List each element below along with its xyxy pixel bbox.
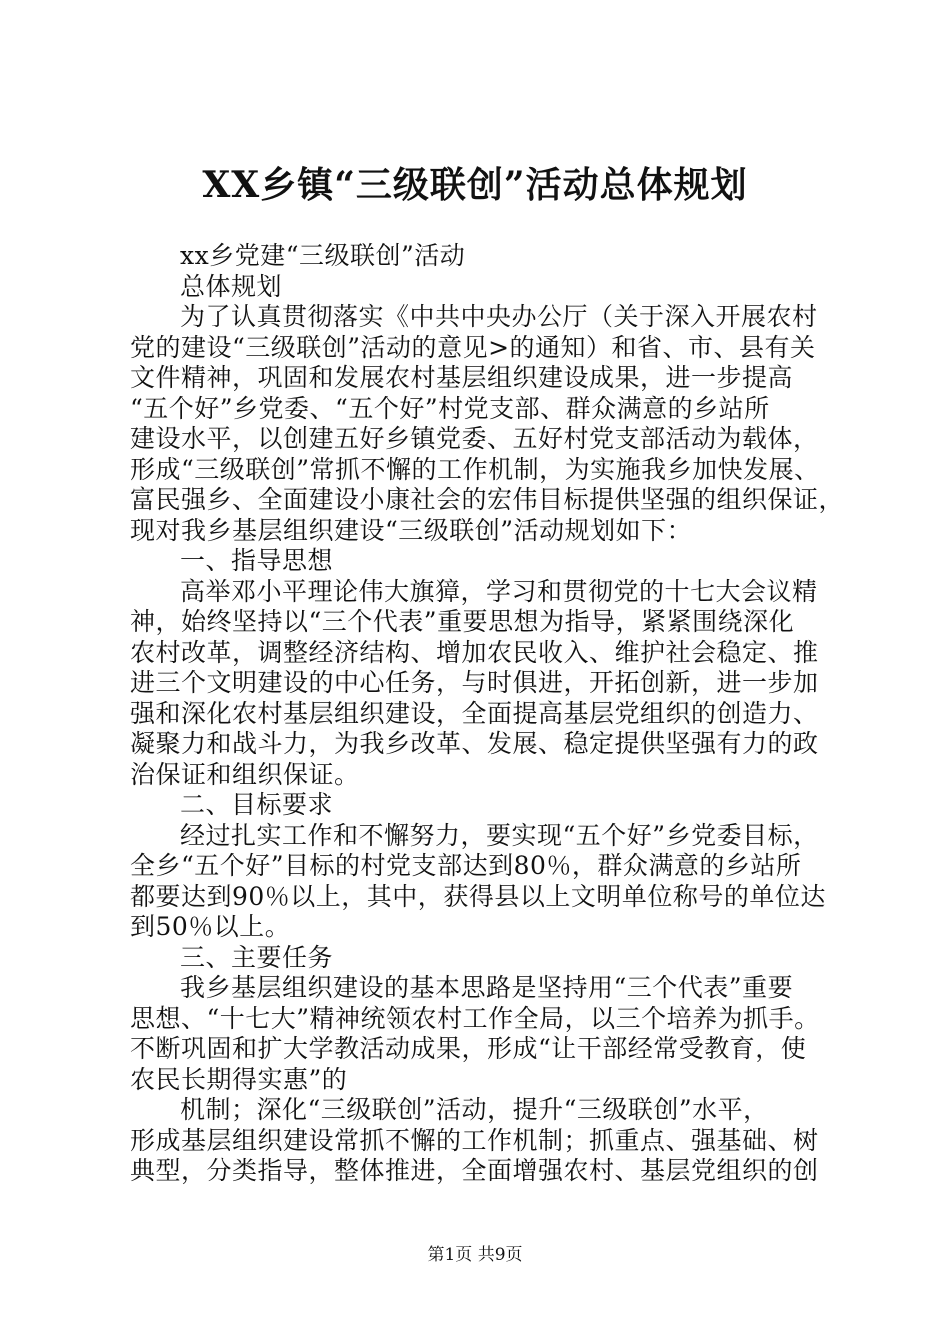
text-line: 到50％以上。: [130, 912, 291, 941]
text-line: 思想、“十七大”精神统领农村工作全局，以三个培养为抓手。: [130, 1003, 820, 1033]
text-line: 三、主要任务: [180, 942, 334, 972]
text-line: 全乡“五个好”目标的村党支部达到80％，群众满意的乡站所: [130, 851, 802, 880]
text-line: 机制；深化“三级联创”活动，提升“三级联创”水平，: [180, 1095, 769, 1124]
text-line: 典型，分类指导，整体推进，全面增强农村、基层党组织的创: [130, 1156, 819, 1185]
text-line: 总体规划: [180, 271, 283, 301]
page-footer: 第1页 共9页: [427, 1245, 523, 1265]
text-line: 为了认真贯彻落实《中共中央办公厅（关于深入开展农村: [180, 302, 818, 331]
text-line: 文件精神，巩固和发展农村基层组织建设成果，进一步提高: [130, 363, 794, 392]
text-line: 建设水平，以创建五好乡镇党委、五好村党支部活动为载体，: [130, 424, 819, 453]
text-line: xx乡党建“三级联创”活动: [180, 241, 466, 270]
text-line: 凝聚力和战斗力，为我乡改革、发展、稳定提供坚强有力的政: [130, 729, 819, 758]
text-line: 都要达到90％以上，其中，获得县以上文明单位称号的单位达: [130, 881, 826, 911]
text-line: 二、目标要求: [180, 790, 334, 819]
text-line: 神，始终坚持以“三个代表”重要思想为指导，紧紧围绕深化: [130, 607, 795, 636]
text-line: 现对我乡基层组织建设“三级联创”活动规划如下：: [130, 515, 693, 545]
text-line: “五个好”乡党委、“五个好”村党支部、群众满意的乡站所: [130, 393, 770, 423]
text-line: 强和深化农村基层组织建设，全面提高基层党组织的创造力、: [130, 698, 819, 728]
text-line: 治保证和组织保证。: [130, 759, 360, 789]
text-line: 进三个文明建设的中心任务，与时俱进，开拓创新，进一步加: [130, 668, 819, 697]
text-line: 一、指导思想: [180, 546, 334, 575]
text-line: 形成基层组织建设常抓不懈的工作机制；抓重点、强基础、树: [130, 1125, 819, 1155]
text-line: 党的建设“三级联创”活动的意见>的通知）和省、市、县有关: [130, 332, 816, 362]
text-line: 经过扎实工作和不懈努力，要实现“五个好”乡党委目标，: [180, 820, 819, 850]
text-line: 形成“三级联创”常抓不懈的工作机制，为实施我乡加快发展、: [130, 454, 820, 484]
text-line: 我乡基层组织建设的基本思路是坚持用“三个代表”重要: [180, 973, 794, 1002]
text-line: 高举邓小平理论伟大旗獐，学习和贯彻党的十七大会议精: [180, 576, 818, 606]
text-line: 富民强乡、全面建设小康社会的宏伟目标提供坚强的组织保证，: [130, 485, 845, 514]
text-line: 农村改革，调整经济结构、增加农民收入、维护社会稳定、推: [130, 637, 819, 667]
document-title: XX乡镇“三级联创”活动总体规划: [202, 164, 748, 206]
document-body: [130, 241, 856, 1187]
text-line: 农民长期得实惠”的: [130, 1064, 348, 1094]
text-line: 不断巩固和扩大学教活动成果，形成“让干部经常受教育，使: [130, 1034, 807, 1063]
